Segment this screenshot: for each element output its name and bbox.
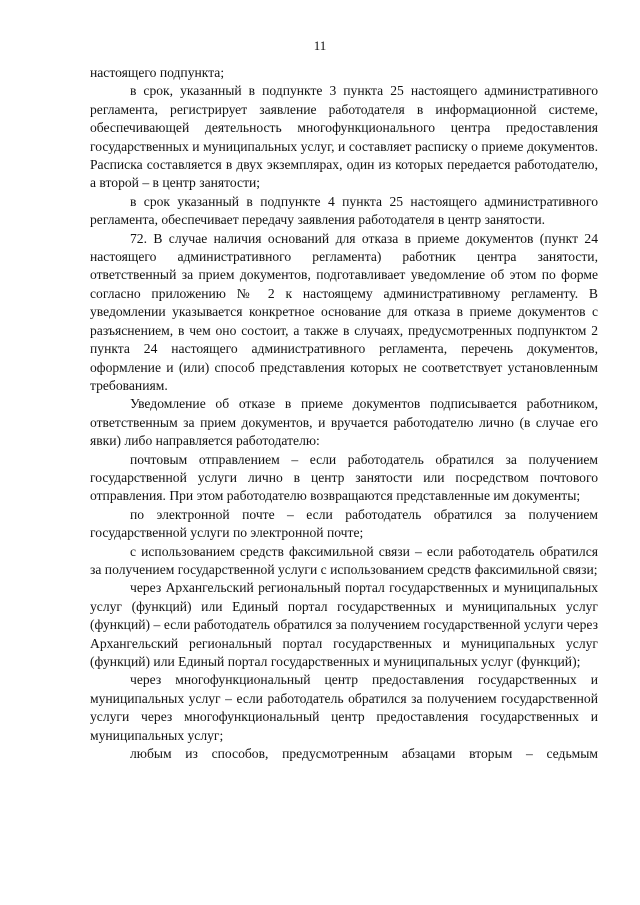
paragraph-by-portal: через Архангельский региональный портал государственных и муниципальных услуг (функций) или Единый портал государственных и муниципальных услуг (функций) – если работодатель обратился за получением государственной услуги через Архангельский региональный портал государственных и муниципальных услуг (функций) или Единый портал государственных и муниципальных услуг (функций); — [90, 580, 598, 669]
paragraph-any-method: любым из способов, предусмотренным абзацами вторым – седьмым — [130, 746, 598, 762]
document-body — [90, 64, 598, 763]
paragraph-by-fax: с использованием средств факсимильной связи – если работодатель обратился за получением государственной услуги с использованием средств факсимильной связи; — [90, 543, 598, 577]
paragraph-transfer-application: в срок указанный в подпункте 4 пункта 25 настоящего административного регламента, обеспечивает передачу заявления работодателя в центр занятости. — [90, 193, 598, 228]
paragraph-by-post: почтовым отправлением – если работодатель обратился за получением государственной услуги лично в центр занятости или посредством почтового отправления. При этом работодателю возвращаются представленные им документы; — [90, 451, 598, 504]
paragraph-by-email: по электронной почте – если работодатель обратился за получением государственной услуги по электронной почте; — [90, 506, 598, 541]
page-number: 11 — [313, 38, 327, 53]
paragraph-refusal-notice: Уведомление об отказе в приеме документов подписывается работником, ответственным за прием документов, и вручается работодателю лично (в случае его явки) либо направляется работодателю: — [90, 396, 598, 449]
paragraph-register-application: в срок, указанный в подпункте 3 пункта 25 настоящего административного регламента, регистрирует заявление работодателя в информационной системе, обеспечивающей деятельность многофункционального центра предоставления государственных и муниципальных услуг, и составляет расписку о приеме документов. Расписка составляется в двух экземплярах, один из которых передается работодателю, а второй – в центр занятости; — [90, 83, 598, 191]
paragraph-continuation: настоящего подпункта; — [90, 65, 225, 80]
paragraph-by-mfc: через многофункциональный центр предоставления государственных и муниципальных услуг – если работодатель обратился за получением государственной услуги через многофункциональный центр предоставления государственных и муниципальных услуг; — [90, 672, 598, 743]
paragraph-72-refusal-grounds: 72. В случае наличия оснований для отказа в приеме документов (пункт 24 настоящего административного регламента) работник центра занятости, ответственный за прием документов, подготавливает уведомление об этом по форме согласно приложению № 2 к настоящему административному регламенту. В уведомлении указывается конкретное основание для отказа в приеме документов с разъяснением, в чем оно состоит, а также в случаях, предусмотренных подпунктом 2 пункта 24 настоящего административного регламента, перечень документов, оформление и (или) способ представления которых не соответствует установленным требованиям. — [90, 230, 598, 393]
